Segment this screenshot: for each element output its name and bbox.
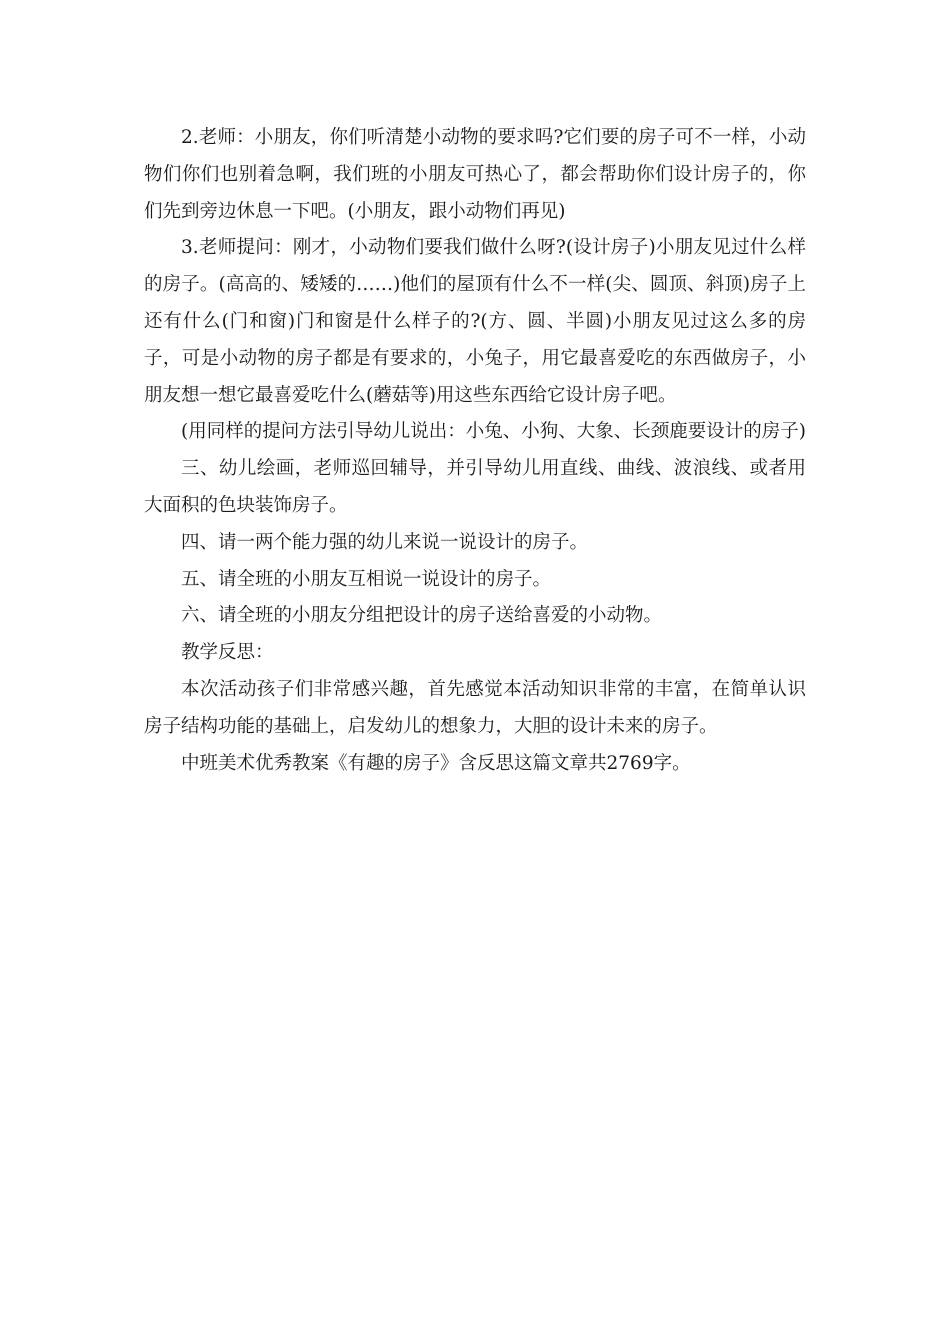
paragraph-teacher-reply: 2.老师：小朋友，你们听清楚小动物的要求吗?它们要的房子可不一样，小动物们你们也别着急啊，我们班的小朋友可热心了，都会帮助你们设计房子的，你们先到旁边休息一下吧。(小朋友，跟小动物们再见) — [144, 127, 806, 222]
document-body — [144, 120, 806, 782]
paragraph-same-method: (用同样的提问方法引导幼儿说出：小兔、小狗、大象、长颈鹿要设计的房子) — [181, 421, 806, 443]
paragraph-step-six: 六、请全班的小朋友分组把设计的房子送给喜爱的小动物。 — [181, 605, 663, 627]
paragraph-step-five: 五、请全班的小朋友互相说一说设计的房子。 — [181, 568, 552, 590]
paragraph-step-four: 四、请一两个能力强的幼儿来说一说设计的房子。 — [181, 531, 589, 553]
paragraph-teacher-questions: 3.老师提问：刚才，小动物们要我们做什么呀?(设计房子)小朋友见过什么样的房子。(高高的、矮矮的……)他们的屋顶有什么不一样(尖、圆顶、斜顶)房子上还有什么(门和窗)门和窗是什么样子的?(方、圆、半圆)小朋友见过这么多的房子，可是小动物的房子都是有要求的，小兔子，用它最喜爱吃的东西做房子，小朋友想一想它最喜爱吃什么(蘑菇等)用这些东西给它设计房子吧。 — [144, 237, 806, 406]
paragraph-word-count: 中班美术优秀教案《有趣的房子》含反思这篇文章共2769字。 — [181, 752, 691, 774]
paragraph-step-three: 三、幼儿绘画，老师巡回辅导，并引导幼儿用直线、曲线、波浪线、或者用大面积的色块装饰房子。 — [144, 458, 806, 516]
section-heading-reflection: 教学反思： — [181, 642, 274, 664]
paragraph-reflection: 本次活动孩子们非常感兴趣，首先感觉本活动知识非常的丰富，在简单认识房子结构功能的基础上，启发幼儿的想象力，大胆的设计未来的房子。 — [144, 678, 806, 737]
